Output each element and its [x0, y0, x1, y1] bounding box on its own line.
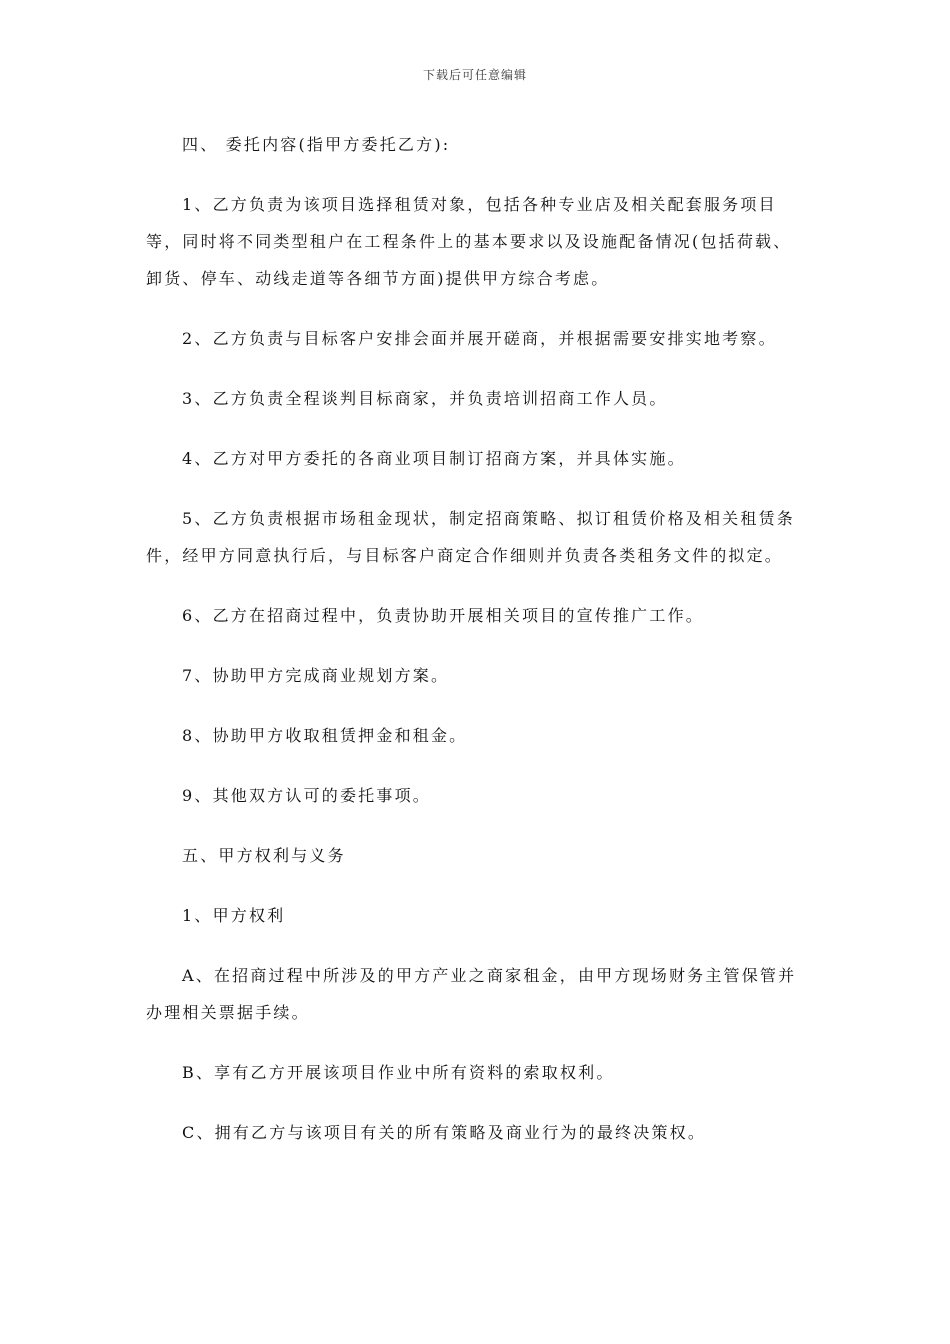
paragraph: 3、乙方负责全程谈判目标商家，并负责培训招商工作人员。	[182, 389, 668, 408]
page-header: 下载后可任意编辑	[422, 68, 527, 82]
paragraph: 4、乙方对甲方委托的各商业项目制订招商方案，并具体实施。	[182, 449, 686, 468]
section-four-heading: 四、 委托内容(指甲方委托乙方):	[182, 135, 451, 154]
paragraph: 6、乙方在招商过程中，负责协助开展相关项目的宣传推广工作。	[182, 606, 704, 625]
paragraph: 7、协助甲方完成商业规划方案。	[182, 666, 450, 685]
paragraph: 2、乙方负责与目标客户安排会面并展开磋商，并根据需要安排实地考察。	[182, 329, 777, 348]
paragraph: C、拥有乙方与该项目有关的所有策略及商业行为的最终决策权。	[182, 1123, 707, 1142]
paragraph: 5、乙方负责根据市场租金现状，制定招商策略、拟订租赁价格及相关租赁条件，经甲方同意执行后，与目标客户商定合作细则并负责各类租务文件的拟定。	[146, 509, 795, 565]
paragraph: 8、协助甲方收取租赁押金和租金。	[182, 726, 468, 745]
paragraph: A、在招商过程中所涉及的甲方产业之商家租金，由甲方现场财务主管保管并办理相关票据手续。	[146, 966, 797, 1022]
subsection-heading: 1、甲方权利	[182, 906, 286, 925]
document-body	[146, 126, 806, 1151]
paragraph: 9、其他双方认可的委托事项。	[182, 786, 431, 805]
paragraph: 1、乙方负责为该项目选择租赁对象，包括各种专业店及相关配套服务项目等，同时将不同类型租户在工程条件上的基本要求以及设施配备情况(包括荷载、卸货、停车、动线走道等各细节方面)提供甲方综合考虑。	[146, 195, 792, 288]
section-five-heading: 五、甲方权利与义务	[182, 846, 346, 865]
paragraph: B、享有乙方开展该项目作业中所有资料的索取权利。	[182, 1063, 615, 1082]
